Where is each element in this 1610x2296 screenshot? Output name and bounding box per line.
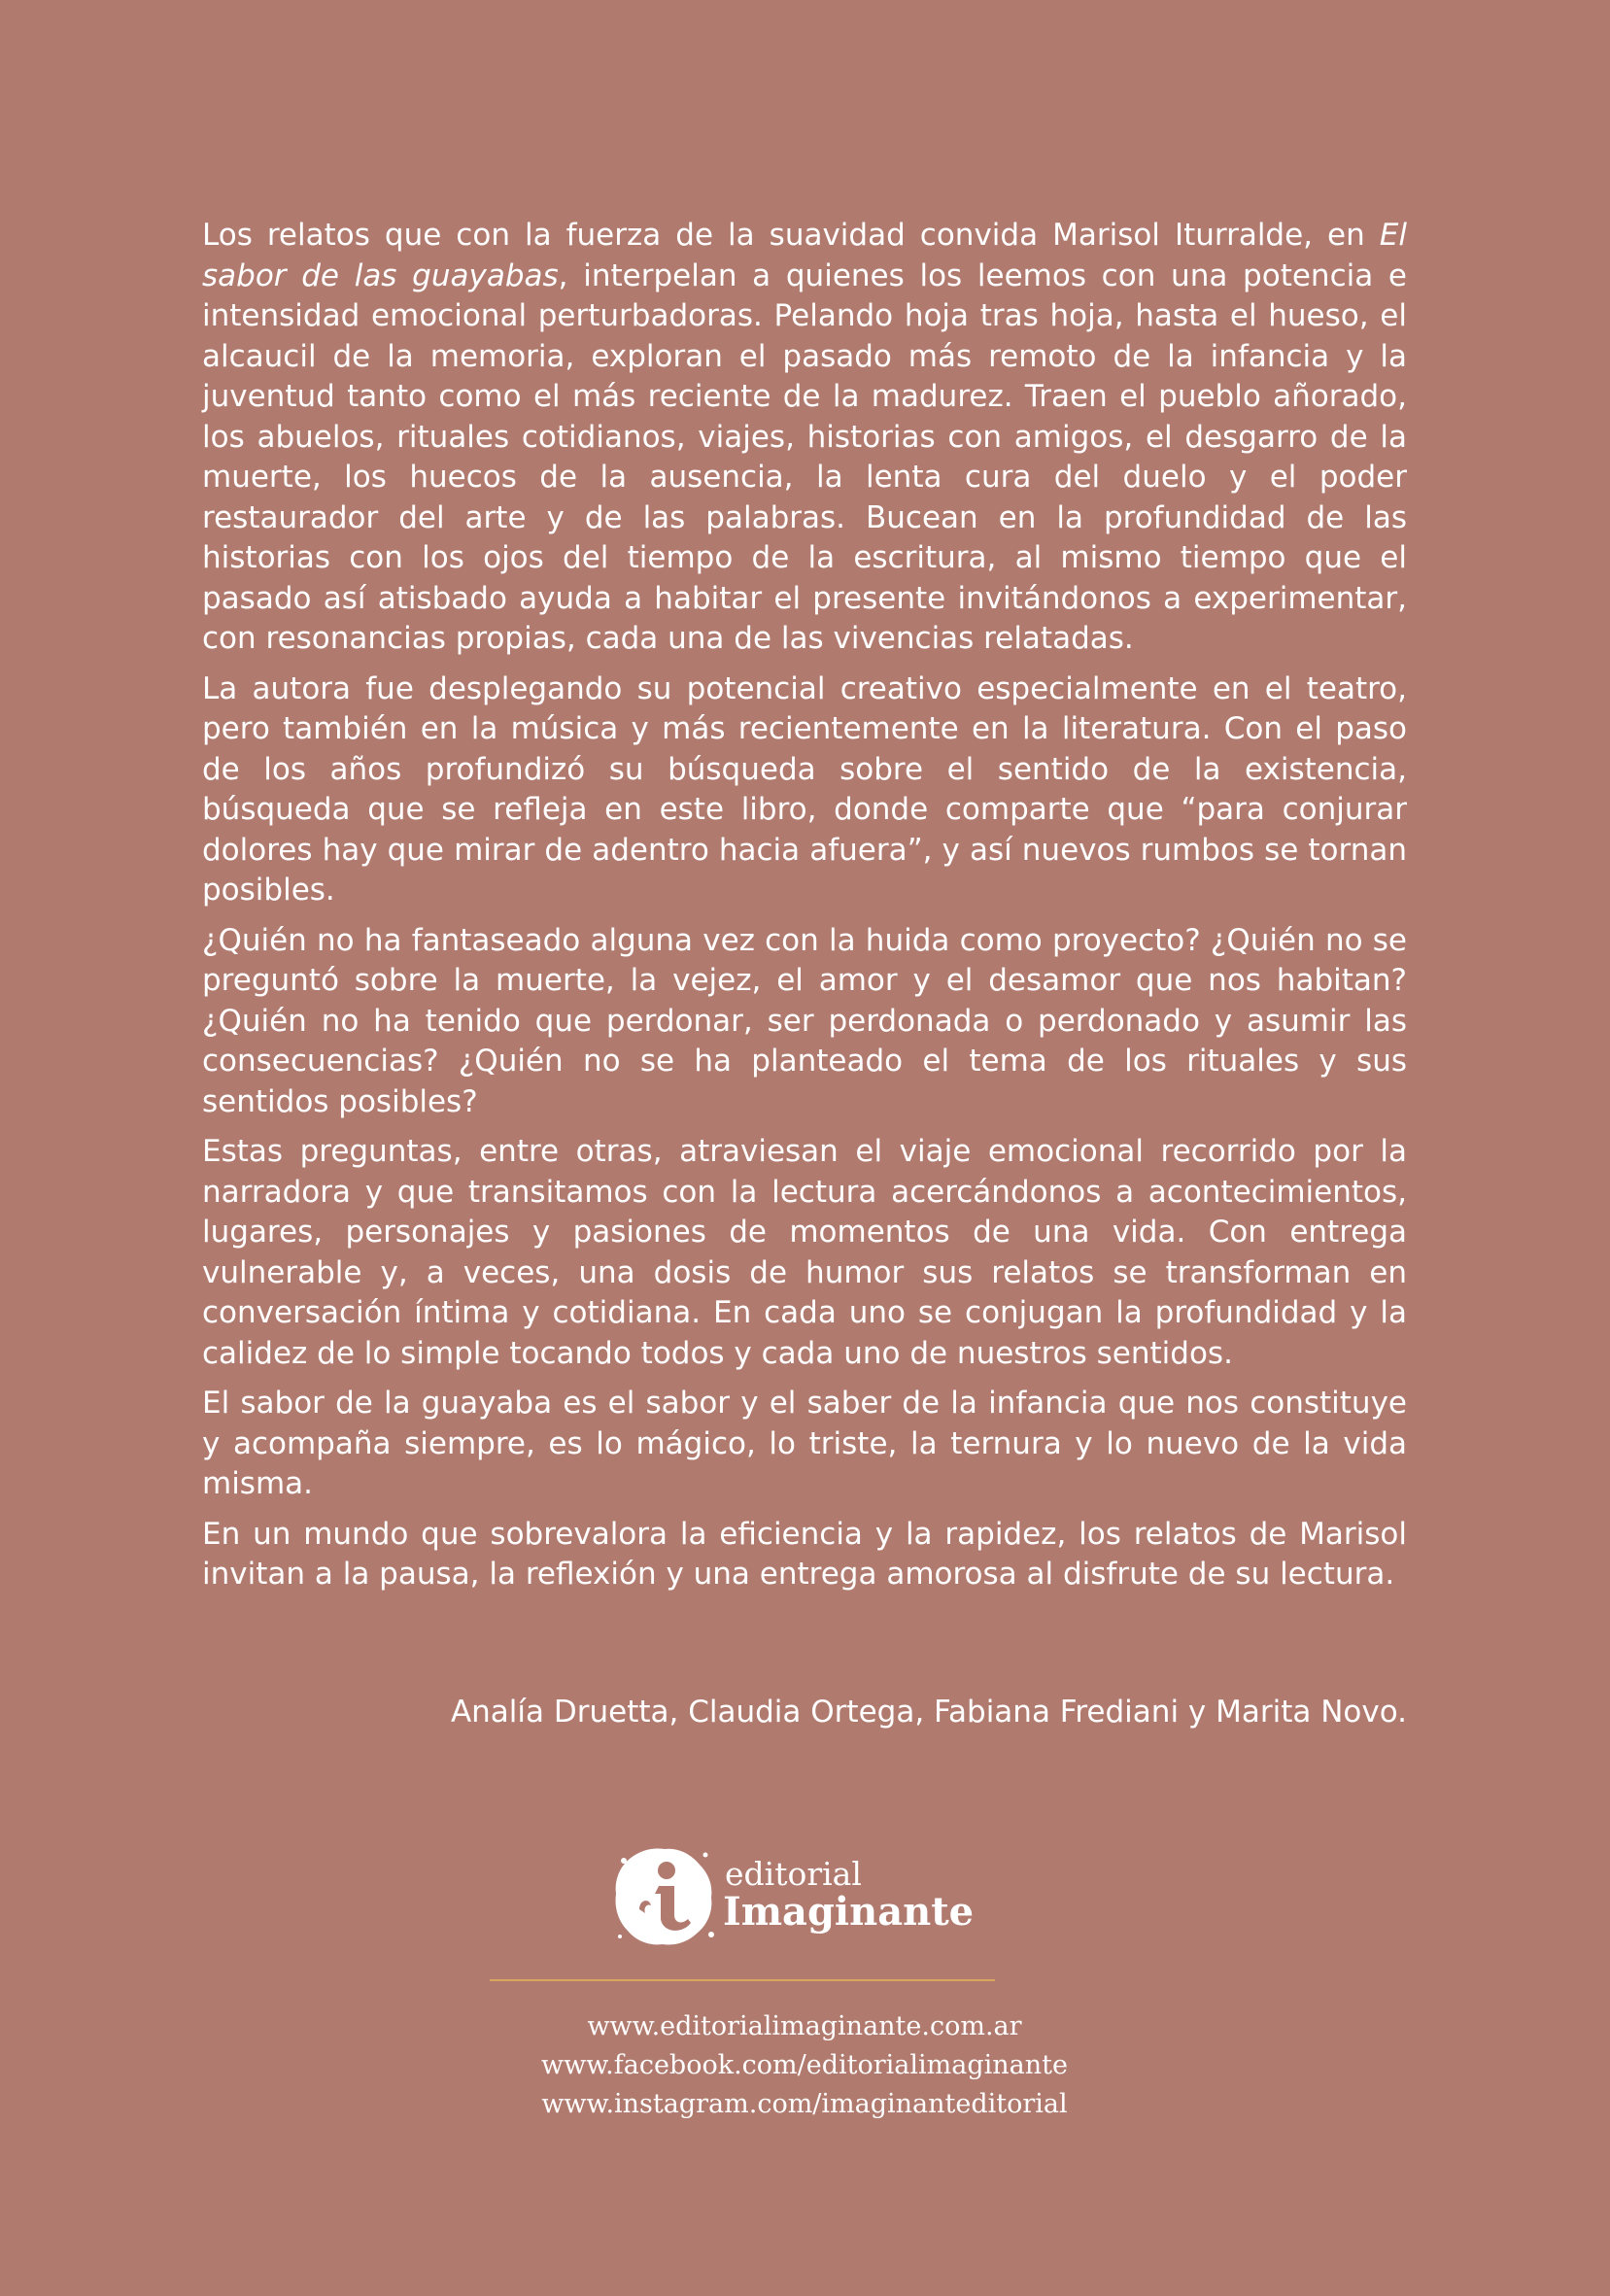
paragraph-6: En un mundo que sobrevalora la eficiencia y la rapidez, los relatos de Marisol invitan a la pausa, la reflexión y una entrega amorosa al disfrute de su lectura.: [202, 1516, 1407, 1592]
paragraph-5: El sabor de la guayaba es el sabor y el saber de la infancia que nos constituye y acompaña siempre, es lo mágico, lo triste, la ternura y lo nuevo de la vida misma.: [202, 1386, 1407, 1501]
logo-text-imaginante: Imaginante: [723, 1889, 975, 1935]
paragraph-1-rest: , interpelan a quienes los leemos con una potencia e intensidad emocional perturbadoras. Pelando hoja tras hoja, hasta el hueso, el alcaucil de la memoria, exploran el pasado más remoto de la infancia y la juventud tanto como el más reciente de la madurez. Traen el pueblo añorado, los abuelos, rituales cotidianos, viajes, historias con amigos, el desgarro de la muerte, los huecos de la ausencia, la lenta cura del duelo y el poder restaurador del arte y de las palabras. Bucean en la profundidad de las historias con los ojos del tiempo de la escritura, al mismo tiempo que el pasado así atisbado ayuda a habitar el presente invitándonos a experimentar, con resonancias propias, cada una de las vivencias relatadas.: [202, 257, 1407, 656]
instagram-link[interactable]: www.instagram.com/imaginanteditorial: [541, 2089, 1068, 2119]
divider-line: [490, 1979, 995, 1981]
publisher-links: [416, 2007, 1193, 2124]
book-title: El sabor de las guayabas: [202, 218, 1407, 293]
imaginante-i-splash-icon: [610, 1841, 719, 1950]
authors-signature: Analía Druetta, Claudia Ortega, Fabiana Frediani y Marita Novo.: [450, 1695, 1407, 1730]
paragraph-1: [202, 216, 1407, 660]
facebook-link[interactable]: www.facebook.com/editorialimaginante: [541, 2050, 1068, 2080]
paragraph-4: Estas preguntas, entre otras, atraviesan el viaje emocional recorrido por la narradora y que transitamos con la lectura acercándonos a acontecimientos, lugares, personajes y pasiones de momentos de una vida. Con entrega vulnerable y, a veces, una dosis de humor sus relatos se transforman en conversación íntima y cotidiana. En cada uno se conjugan la profundidad y la calidez de lo simple tocando todos y cada uno de nuestros sentidos.: [202, 1134, 1407, 1371]
blurb-text: [202, 216, 1407, 1605]
website-link[interactable]: www.editorialimaginante.com.ar: [587, 2011, 1022, 2041]
paragraph-2: La autora fue desplegando su potencial creativo especialmente en el teatro, pero también en la música y más recientemente en la literatura. Con el paso de los años profundizó su búsqueda sobre el sentido de la existencia, búsqueda que se refleja en este libro, donde comparte que “para conjurar dolores hay que mirar de adentro hacia afuera”, y así nuevos rumbos se tornan posibles.: [202, 670, 1407, 908]
logo-text-editorial: editorial: [725, 1855, 862, 1893]
paragraph-3: ¿Quién no ha fantaseado alguna vez con la huida como proyecto? ¿Quién no se preguntó sobre la muerte, la vejez, el amor y el desamor que nos habitan? ¿Quién no ha tenido que perdonar, ser perdonada o perdonado y asumir las consecuencias? ¿Quién no se ha planteado el tema de los rituales y sus sentidos posibles?: [202, 922, 1407, 1119]
publisher-logo: [610, 1841, 999, 1958]
paragraph-1-lead: Los relatos que con la fuerza de la suavidad convida Marisol Iturralde, en: [202, 218, 1380, 253]
